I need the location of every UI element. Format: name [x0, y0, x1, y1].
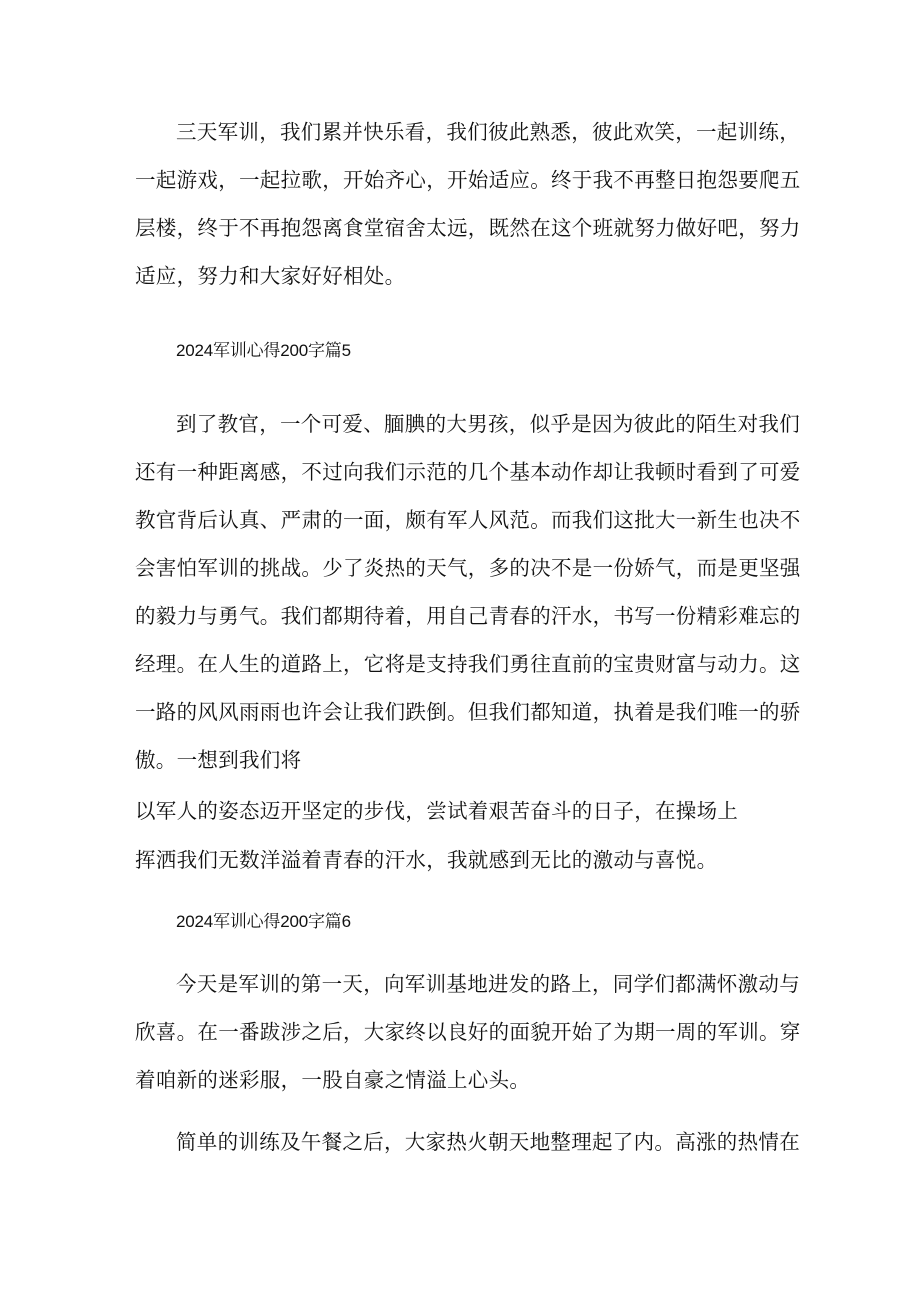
text-line: 还有一种距离感，不过向我们示范的几个基本动作却让我顿时看到了可爱 [135, 460, 801, 484]
text-line: 经理。在人生的道路上，它将是支持我们勇往直前的宝贵财富与动力。这 [135, 652, 801, 676]
text-line: 适应，努力和大家好好相处。 [135, 264, 406, 288]
text-line: 的毅力与勇气。我们都期待着，用自己青春的汗水，书写一份精彩难忘的 [135, 604, 801, 628]
section-heading: 2024军训心得200字篇6 [176, 912, 351, 931]
text-line: 层楼，终于不再抱怨离食堂宿舍太远，既然在这个班就努力做好吧，努力 [135, 216, 801, 240]
text-line: 教官背后认真、严肃的一面，颇有军人风范。而我们这批大一新生也决不 [135, 508, 801, 532]
text-line: 一路的风风雨雨也许会让我们跌倒。但我们都知道，执着是我们唯一的骄 [135, 700, 801, 724]
text-line: 以军人的姿态迈开坚定的步伐，尝试着艰苦奋斗的日子，在操场上 [135, 799, 739, 823]
section-heading: 2024军训心得200字篇5 [176, 341, 351, 360]
text-line: 三天军训，我们累并快乐看，我们彼此熟悉，彼此欢笑，一起训练， [176, 120, 800, 144]
text-line: 会害怕军训的挑战。少了炎热的天气，多的决不是一份娇气，而是更坚强 [135, 556, 801, 580]
text-line: 挥洒我们无数洋溢着青春的汗水，我就感到无比的激动与喜悦。 [135, 848, 718, 872]
text-line: 今天是军训的第一天，向军训基地进发的路上，同学们都满怀激动与 [176, 972, 800, 996]
text-line: 简单的训练及午餐之后，大家热火朝天地整理起了内。高涨的热情在 [176, 1130, 800, 1154]
text-line: 傲。一想到我们将 [135, 748, 302, 772]
text-line: 着咱新的迷彩服，一股自豪之情溢上心头。 [135, 1068, 531, 1092]
text-line: 一起游戏，一起拉歌，开始齐心，开始适应。终于我不再整日抱怨要爬五 [135, 168, 801, 192]
text-line: 到了教官，一个可爱、腼腆的大男孩，似乎是因为彼此的陌生对我们 [176, 412, 800, 436]
text-line: 欣喜。在一番跋涉之后，大家终以良好的面貌开始了为期一周的军训。穿 [135, 1020, 801, 1044]
